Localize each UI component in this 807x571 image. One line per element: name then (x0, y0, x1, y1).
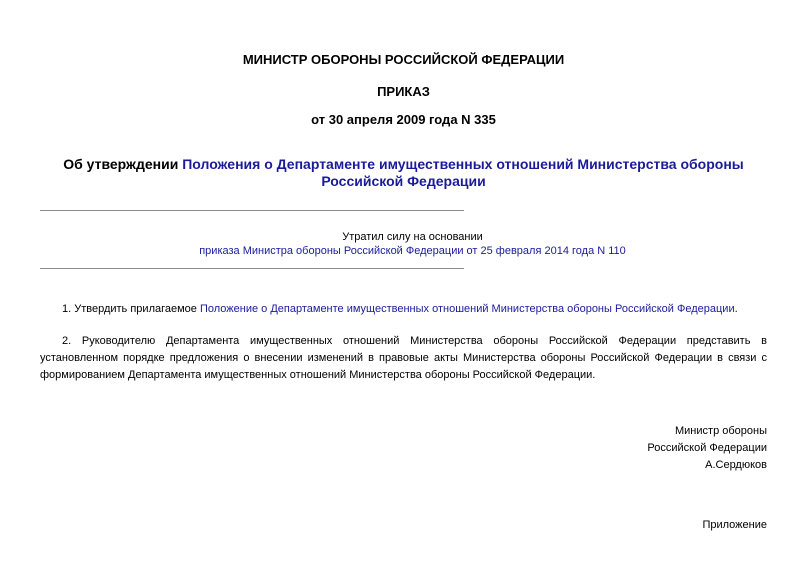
signature-organization: Российской Федерации (647, 442, 767, 454)
title-regulation-link[interactable]: Положения о Департаменте имущественных отношений Министерства обороны Российской Федерации (182, 156, 744, 189)
paragraph-2: 2. Руководителю Департамента имущественных отношений Министерства обороны Российской Федерации представить в установленном порядке предложения о внесении изменений в правовые акты Министерства обороны Российской Федерации в связи с формированием Департамента имущественных отношений Министерства обороны Российской Федерации. (40, 335, 767, 381)
signature-position: Министр обороны (675, 425, 767, 437)
paragraph-1-regulation-link[interactable]: Положение о Департаменте имущественных отношений Министерства обороны Российской Федерации (199, 303, 735, 315)
divider-top (40, 210, 464, 211)
issuing-authority: МИНИСТР ОБОРОНЫ РОССИЙСКОЙ ФЕДЕРАЦИИ (242, 52, 565, 67)
paragraph-1 (40, 301, 767, 318)
annulment-label: Утратил силу на основании (342, 231, 483, 243)
paragraph-1-prefix: 1. Утвердить прилагаемое (62, 303, 200, 315)
annulment-source-link[interactable]: приказа Министра обороны Российской Федерации от 25 февраля 2014 года N 110 (199, 245, 626, 257)
document-date-number: от 30 апреля 2009 года N 335 (311, 112, 496, 127)
paragraph-1-suffix: . (734, 303, 738, 315)
annulment-source (40, 244, 785, 258)
appendix-label: Приложение (702, 519, 767, 531)
divider-bottom (40, 268, 464, 269)
document-title (60, 156, 747, 190)
signature-name: А.Сердюков (705, 459, 767, 471)
title-prefix: Об утверждении (63, 156, 183, 172)
document-type: ПРИКАЗ (377, 84, 430, 99)
